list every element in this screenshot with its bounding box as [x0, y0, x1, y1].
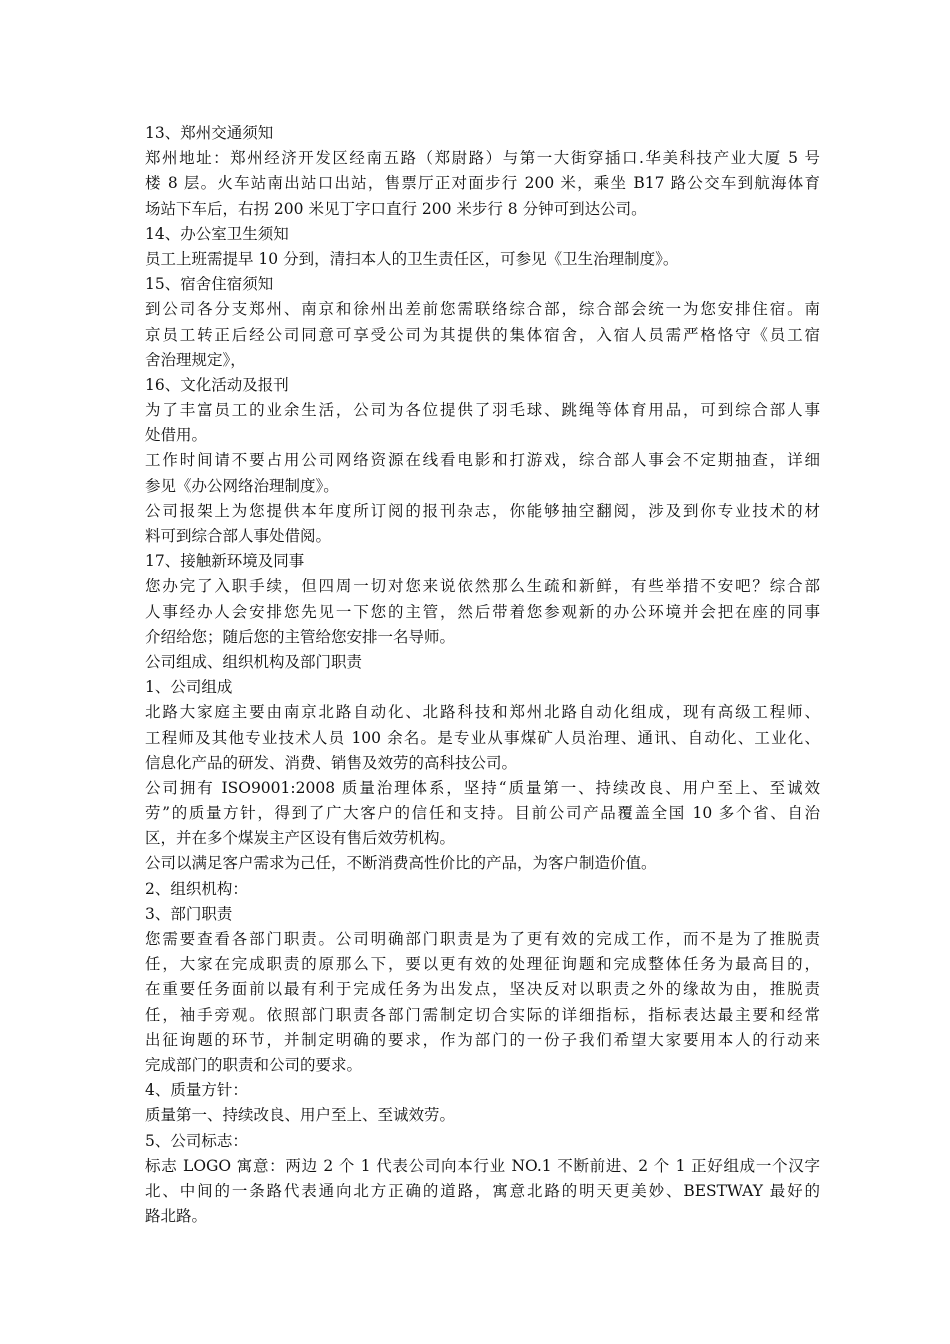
text-line: 路北路。 — [145, 1207, 208, 1226]
text-line: 在重要任务面前以最有利于完成任务为出发点，坚决反对以职责之外的缘故为由，推脱责 — [145, 980, 820, 999]
text-line: 13、郑州交通须知 — [145, 124, 274, 142]
text-line: 参见《办公网络治理制度》。 — [145, 476, 339, 495]
text-line: 劳”的质量方针，得到了广大客户的信任和支持。目前公司产品覆盖全国 10 多个省、自治 — [145, 804, 820, 823]
text-line: 您办完了入职手续，但四周一切对您来说依然那么生疏和新鲜，有些举措不安吧？综合部 — [145, 577, 820, 596]
text-line: 区，并在多个煤炭主产区设有售后效劳机构。 — [145, 829, 456, 848]
text-line: 16、文化活动及报刊 — [145, 375, 289, 394]
text-line: 出征询题的环节，并制定明确的要求，作为部门的一份子我们希望大家要用本人的行动来 — [145, 1030, 820, 1049]
text-line: 任，袖手旁观。依照部门职责各部门需制定切合实际的详细指标，指标表达最主要和经常 — [145, 1005, 820, 1024]
text-line: 料可到综合部人事处借阅。 — [145, 527, 332, 545]
text-line: 北、中间的一条路代表通向北方正确的道路，寓意北路的明天更美妙、BESTWAY 最好的 — [145, 1181, 820, 1200]
text-line: 公司拥有 ISO9001:2008 质量治理体系，坚持“质量第一、持续改良、用户至上、至诚效 — [145, 778, 820, 797]
text-line: 1、公司组成 — [145, 678, 233, 697]
text-line: 公司以满足客户需求为己任，不断消费高性价比的产品，为客户制造价值。 — [145, 854, 657, 873]
text-line: 您需要查看各部门职责。公司明确部门职责是为了更有效的完成工作，而不是为了推脱责 — [145, 930, 820, 948]
text-line: 公司报架上为您提供本年度所订阅的报刊杂志，你能够抽空翻阅，涉及到你专业技术的材 — [145, 501, 820, 520]
text-line: 5、公司标志： — [145, 1131, 248, 1150]
text-line: 为了丰富员工的业余生活，公司为各位提供了羽毛球、跳绳等体育用品，可到综合部人事 — [145, 401, 820, 420]
text-line: 任，大家在完成职责的原那么下，要以更有效的处理征询题和完成整体任务为最高目的， — [145, 955, 820, 974]
text-line: 工作时间请不要占用公司网络资源在线看电影和打游戏，综合部人事会不定期抽查，详细 — [145, 451, 820, 470]
text-line: 郑州地址：郑州经济开发区经南五路（郑尉路）与第一大街穿插口.华美科技产业大厦 5 号 — [145, 149, 820, 168]
text-line: 2、组织机构： — [145, 879, 248, 898]
text-line: 楼 8 层。火车站南出站口出站，售票厅正对面步行 200 米，乘坐 B17 路公交车到航海体育 — [145, 174, 820, 193]
text-line: 3、部门职责 — [145, 904, 233, 923]
text-line: 舍治理规定》， — [145, 350, 246, 369]
text-line: 到公司各分支郑州、南京和徐州出差前您需联络综合部，综合部会统一为您安排住宿。南 — [145, 300, 820, 319]
text-line: 场站下车后，右拐 200 米见丁字口直行 200 米步行 8 分钟可到达公司。 — [145, 199, 647, 218]
text-line: 4、质量方针： — [145, 1081, 248, 1100]
text-line: 完成部门的职责和公司的要求。 — [145, 1055, 363, 1074]
text-line: 介绍给您；随后您的主管给您安排一名导师。 — [145, 627, 456, 646]
text-line: 人事经办人会安排您先见一下您的主管，然后带着您参观新的办公环境并会把在座的同事 — [145, 602, 820, 621]
text-line: 员工上班需提早 10 分到，清扫本人的卫生责任区，可参见《卫生治理制度》。 — [145, 249, 679, 268]
text-line: 公司组成、组织机构及部门职责 — [145, 652, 363, 671]
text-line: 标志 LOGO 寓意：两边 2 个 1 代表公司向本行业 NO.1 不断前进、2 个 1 正好组成一个汉字 — [145, 1156, 820, 1175]
text-line: 处借用。 — [145, 426, 208, 445]
text-line: 质量第一、持续改良、用户至上、至诚效劳。 — [145, 1106, 456, 1125]
text-line: 工程师及其他专业技术人员 100 余名。是专业从事煤矿人员治理、通讯、自动化、工业化、 — [145, 728, 820, 747]
text-line: 北路大家庭主要由南京北路自动化、北路科技和郑州北路自动化组成，现有高级工程师、 — [145, 703, 820, 722]
document-page — [145, 121, 820, 1229]
text-line: 京员工转正后经公司同意可享受公司为其提供的集体宿舍，入宿人员需严格恪守《员工宿 — [145, 325, 820, 344]
text-line: 信息化产品的研发、消费、销售及效劳的高科技公司。 — [145, 753, 518, 772]
text-line: 17、接触新环境及同事 — [145, 552, 305, 571]
text-line: 14、办公室卫生须知 — [145, 224, 289, 243]
text-line: 15、宿舍住宿须知 — [145, 275, 274, 294]
